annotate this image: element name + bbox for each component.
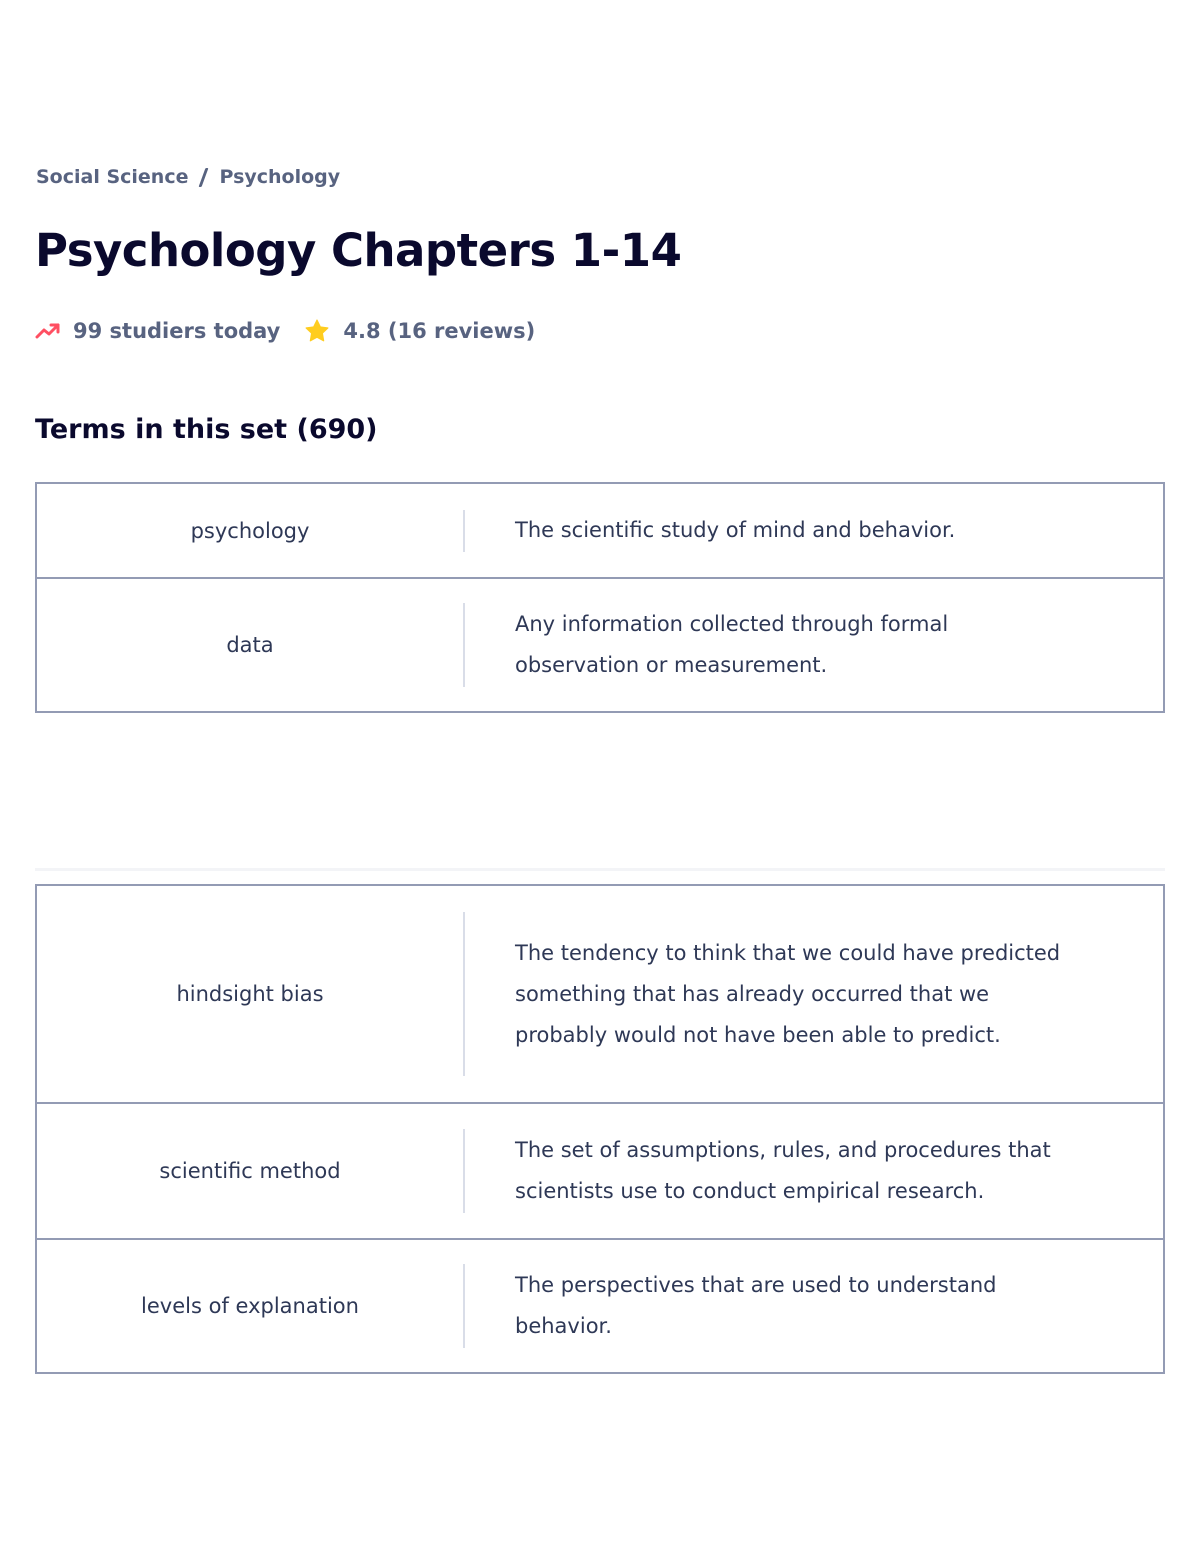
rating-reviews[interactable]: 4.8 (16 reviews) [343,319,536,343]
term-row [37,886,1163,1102]
definition-text: The scientific study of mind and behavior. [515,518,956,542]
term-text: psychology [190,518,310,543]
trending-up-icon [35,321,62,341]
breadcrumb-separator [199,168,209,187]
definition-text: The perspectives that are used to understand behavior. [515,1273,997,1338]
definition-text: The tendency to think that we could have predicted something that has already occurred that we probably would not have been able to predict. [515,940,1061,1047]
term-text: levels of explanation [141,1294,359,1318]
term-row [37,1238,1163,1372]
term-row [37,577,1163,711]
terms-table-page-1 [35,482,1165,713]
term-row [37,1102,1163,1238]
star-icon [304,318,330,344]
term-text: scientific method [159,1159,341,1183]
studiers-count: 99 studiers today [73,319,281,343]
breadcrumb-link-psychology[interactable]: Psychology [219,166,341,188]
set-stats [35,318,535,344]
terms-heading: Terms in this set (690) [35,414,378,445]
terms-table-page-2 [35,884,1165,1374]
breadcrumb [36,166,340,188]
page-title: Psychology Chapters 1-14 [35,224,682,277]
breadcrumb-link-social-science[interactable]: Social Science [36,166,189,188]
term-text: hindsight bias [176,982,324,1006]
term-text: data [226,633,274,657]
term-row [37,484,1163,577]
definition-text: Any information collected through formal observation or measurement. [515,612,949,677]
definition-text: The set of assumptions, rules, and procedures that scientists use to conduct empirical research. [515,1138,1051,1203]
page-break [35,868,1165,871]
